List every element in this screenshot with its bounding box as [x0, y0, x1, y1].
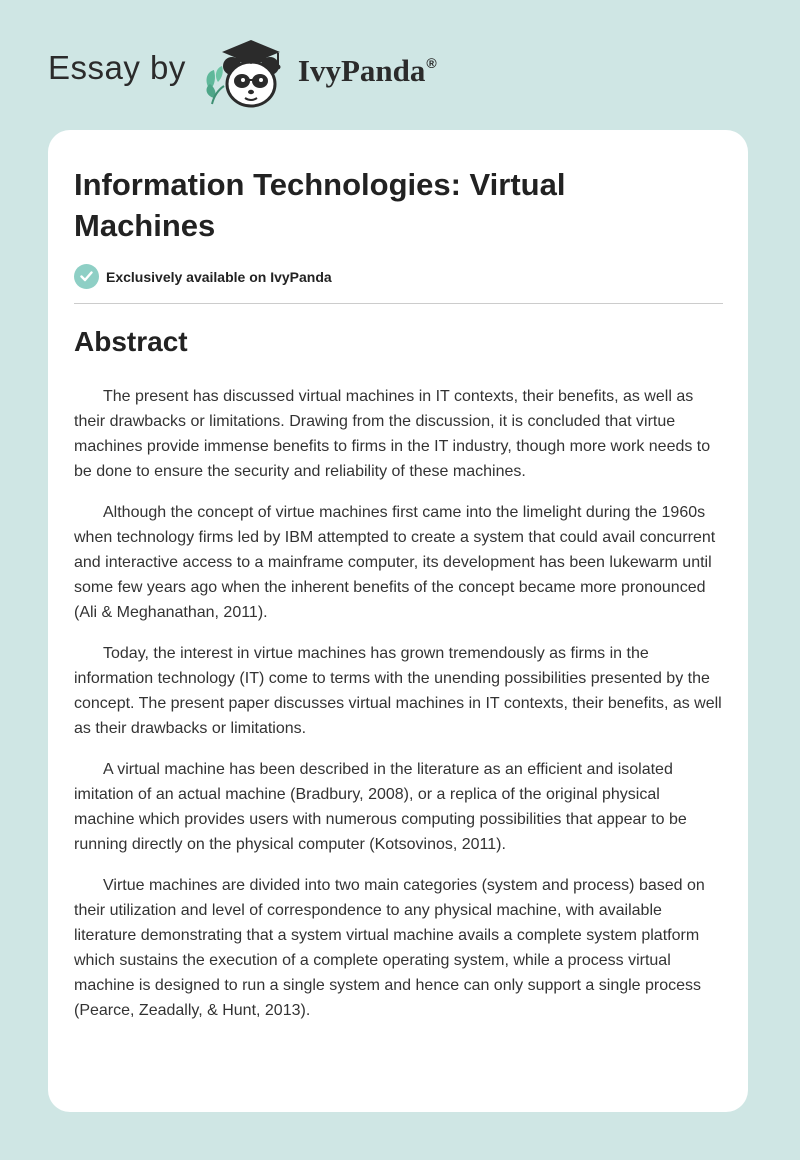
abstract-body [74, 384, 724, 1039]
check-circle-icon [74, 264, 99, 289]
panda-graduate-logo-icon[interactable] [200, 32, 296, 112]
essay-by-label: Essay by [48, 49, 186, 86]
paragraph: A virtual machine has been described in the literature as an efficient and isolated imitation of an actual machine (Bradbury, 2008), or a replica of the original physical machine which provides users with numerous computing possibilities that appear to be running directly on the physical computer (Kotsovinos, 2011). [74, 761, 687, 853]
paragraph: Although the concept of virtue machines first came into the limelight during the 1960s when technology firms led by IBM attempted to create a system that could avail concurrent and interactive access to a mainframe computer, its development has been lukewarm until some few years ago when the inherent benefits of the concept became more pronounced (Ali & Meghanathan, 2011). [74, 504, 716, 621]
divider [74, 303, 723, 304]
paragraph: Virtue machines are divided into two main categories (system and process) based on their utilization and level of correspondence to any physical machine, with available literature demonstrating that a system virtual machine avails a complete system platform which sustains the execution of a complete operating system, while a process virtual machine is designed to run a single system and hence can only support a single process (Pearce, Zeadally, & Hunt, 2013). [74, 877, 705, 1019]
paragraph: Today, the interest in virtue machines has grown tremendously as firms in the information technology (IT) come to terms with the unending possibilities presented by the concept. The present paper discusses virtual machines in IT contexts, their benefits, as well as their drawbacks or limitations. [74, 645, 722, 737]
exclusive-label: Exclusively available on IvyPanda [106, 268, 332, 285]
exclusive-badge [74, 264, 332, 289]
registered-mark: ® [426, 55, 437, 71]
paragraph: The present has discussed virtual machines in IT contexts, their benefits, as well as their drawbacks or limitations. Drawing from the discussion, it is concluded that virtue machines provide immense benefits to firms in the IT industry, though more work needs to be done to ensure the security and reliability of these machines. [74, 388, 711, 480]
brand-name[interactable] [298, 53, 437, 89]
essay-card [48, 130, 748, 1112]
section-heading-abstract: Abstract [74, 326, 188, 357]
page-title: Information Technologies: Virtual Machines [74, 167, 566, 243]
brand-name-text: IvyPanda [297, 53, 426, 88]
site-header [48, 32, 437, 112]
